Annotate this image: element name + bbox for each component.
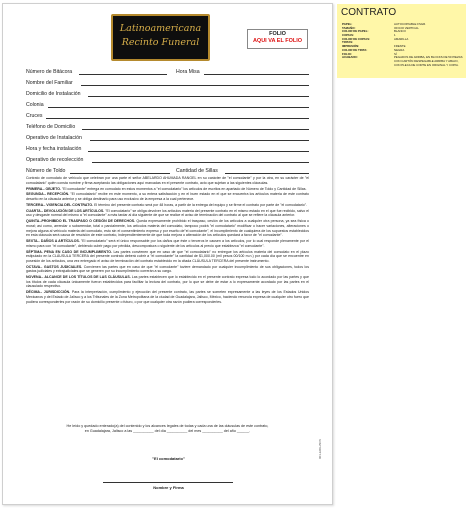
spec-value: NEGRA bbox=[394, 47, 405, 52]
field-hora-fecha-instalacion bbox=[26, 145, 309, 153]
clause-cuarta bbox=[26, 209, 309, 218]
signature-name-label: Nombre y Firma bbox=[153, 485, 184, 490]
clause-octava bbox=[26, 265, 309, 274]
field-line-2 bbox=[225, 173, 309, 174]
folio-value: AQUI VA EL FOLIO bbox=[252, 38, 303, 44]
spec-key: COPIAS: bbox=[342, 33, 355, 38]
field-label: Hora y fecha instalación bbox=[26, 146, 82, 152]
closing-statement bbox=[26, 424, 309, 434]
funeral-home-logo bbox=[111, 14, 210, 61]
spec-key: COLOR DE PAPEL: bbox=[342, 29, 369, 34]
clause-text: Las partes establecen que lo establecido en el presente contrato expresa todo lo acordado por las partes y que los títulos de cada cláusula únicamente fueron establecidos para facilitar la lectura del contrato, por lo que se debe de estar a lo expresamente acordado por las partes en el clausulado respectivo. bbox=[26, 275, 309, 289]
spec-sticky-note bbox=[337, 4, 466, 78]
clause-title: SEXTA.- DAÑOS A ARTÍCULOS. bbox=[26, 239, 80, 243]
clause-text: El término del presente contrato será por 48 horas, a partir de la entrega del equipo y se firme el contrato por parte de "el comodatario". bbox=[93, 202, 307, 207]
clause-text: Para la interpretación, cumplimiento y ejecución del presente contrato, las partes se someten expresamente a las leyes de los Estados Unidos Mexicanos y del Estado de Jalisco y a los Tribunales de la Zona Metropolitana de la ciudad de Guadalajara, Jalisco, México, haciendo renuncia expresa de cualquier otro fuero que pudiera corresponderles por razón de su domicilio presente o futuro, o por que cualquier otra razón pudiera corresponderles. bbox=[26, 290, 309, 304]
spec-value: 1 bbox=[394, 33, 396, 38]
clause-title: NOVENA.- ALCANCE DE LOS TÍTULOS DE LAS CLÁUSULAS. bbox=[26, 275, 131, 280]
clause-title: TERCERA.- VIGENCIA DEL CONTRATO. bbox=[26, 202, 94, 207]
spec-key: ACABADO: bbox=[342, 55, 358, 60]
clause-title: CUARTA.- DEVOLUCIÓN DE LOS ARTÍCULOS. bbox=[26, 208, 105, 213]
field-line bbox=[46, 118, 309, 119]
contract-intro: Contrato de comodato de vehículo que celebran por una parte el señor ABELARDO AHUMADA RANGEL en su carácter de "el comodante" y por la otra, en su carácter de "el comodatario" quién consta nombre y firma aceptando las obligaciones aquí marcadas en el presente contrato, acto que sujetan a las siguientes cláusulas. bbox=[26, 176, 309, 185]
field-label: Teléfono de Domicilio bbox=[26, 124, 76, 130]
field-nombre-familiar bbox=[26, 79, 309, 87]
field-label: Colonia bbox=[26, 102, 44, 108]
clause-text: "El comodante" entrega en comodato en estos momentos a "el comodatario" los artículos de escritos en apartado de Número de Toldo y Cantidad de Sillas. bbox=[61, 186, 307, 191]
field-numero-toldo bbox=[26, 167, 309, 175]
clause-text: "El comodatario" será el único responsable por los daños que éste o terceros le causen a los artículos, por lo cual responde plenamente por el mismo para con "el comodante", debiendo cubrir pago por pérdida, descompostura o siguiente de los artículos al precio que establezca "el comodante". bbox=[26, 239, 309, 248]
field-line bbox=[90, 140, 309, 141]
spec-value: OFICIO VERTICAL bbox=[394, 25, 419, 30]
field-label: Domicilio de Instalación bbox=[26, 91, 81, 97]
clause-title: QUINTA.-PROHIBIDO EL TRASPASO O CESIÓN DE DERECHOS. bbox=[26, 219, 136, 224]
field-telefono-domicilio bbox=[26, 123, 309, 131]
field-label: Cruces bbox=[26, 113, 43, 119]
field-operativo-instalacion bbox=[26, 134, 309, 142]
clause-segunda bbox=[26, 192, 309, 201]
clause-title: SÉPTIMA. PENA EN CASO DE INCUMPLIMIENTO. bbox=[26, 249, 112, 254]
folio-label: FOLIO bbox=[269, 31, 286, 37]
field-colonia bbox=[26, 101, 309, 109]
field-operativo-recoleccion bbox=[26, 156, 309, 164]
field-cruces bbox=[26, 112, 309, 120]
spec-row bbox=[342, 55, 464, 67]
clause-title: PRIMERA.- OBJETO. bbox=[26, 186, 62, 191]
clause-quinta bbox=[26, 219, 309, 238]
spec-key: COLOR DE COPIAS: bbox=[342, 36, 371, 41]
clause-title: OCTAVA.- GASTOS JUDICIALES. bbox=[26, 264, 83, 269]
closing-line-2: en Guadalajara, Jalisco a las __________ del día __________ del mes __________ del año ______. bbox=[84, 428, 251, 433]
closing-line-1: He leído y quedado enterado(a) del contenido y los alcances legales de todas y cada una de las cláusulas de este contrato, bbox=[66, 424, 269, 428]
field-label: Nombre del Familiar bbox=[26, 80, 73, 86]
clause-primera bbox=[26, 187, 309, 192]
clause-text: Queda expresamente prohibido el traspaso, cesión de los artículos a cualquier otra persona, ya sea física o moral; así como, arrendar o subarrendar, total o parcialmente, los artículos materia del comodato, tampoco podrá "el comodatario" modificar o hacer variaciones, alteraciones o mejora alguna al vehículo materia del comodato, esto sin el consentimiento expreso y por escrito de"el comodante", el incumplimiento de cualquiera de los supuestos establecidos en esta cláusula será causa de rescisión de este contrato, independientemente de que toda mejora o alteración de los artículos quedará a favor de "el comodante". bbox=[26, 219, 309, 238]
field-label: Número de Bitácora bbox=[26, 69, 73, 75]
spec-key: FOLIO: bbox=[342, 51, 352, 56]
clause-decima bbox=[26, 290, 309, 304]
spec-key: TINTAS: bbox=[342, 40, 354, 45]
clause-septima bbox=[26, 250, 309, 264]
field-line bbox=[82, 129, 309, 130]
clause-text: "El comodatario" recibe en este momento, a su entera satisfacción y en el buen estado en el que se encuentra los artículos materia de este contrato descrito en la cláusula anterior y se obliga destinarlo para uso exclusivo de la empresa a la cual pertenece. bbox=[26, 192, 309, 201]
spec-key: IMPRESIÓN: bbox=[342, 44, 360, 49]
contract-body bbox=[26, 176, 309, 305]
field-line bbox=[48, 107, 309, 108]
spec-key: PAPEL: bbox=[342, 22, 353, 26]
field-line bbox=[92, 162, 309, 163]
logo-line-2: Recinto Funeral bbox=[121, 37, 200, 48]
field-line bbox=[79, 74, 167, 75]
logo-line-1: Latinoamericana bbox=[119, 23, 202, 34]
clause-title: SEGUNDA.- RECEPCIÓN. bbox=[26, 192, 70, 197]
spec-value: SÍ bbox=[394, 51, 397, 56]
spec-key: COLOR DE TINTA: bbox=[342, 47, 368, 52]
field-label: Operativo de Instalación bbox=[26, 135, 82, 141]
spec-value: BLANCO bbox=[394, 29, 406, 34]
signature-title: "El comodatario" bbox=[152, 456, 185, 461]
spec-value: AMARILLA bbox=[394, 36, 409, 41]
field-label: Número de Toldo bbox=[26, 168, 66, 174]
clause-tercera bbox=[26, 203, 309, 208]
side-code: 001-ERG-BCN bbox=[318, 439, 322, 459]
clause-text: "El comodatario" se obliga devolver los artículos materia del presente contrato en el mismo estado en el que fue recibido, salvo el uso y desgaste normal del mismo a "el comodante" a más tardar al día siguiente de que se realice el aviso de terminación del contrato al que se refiere la cláusula anterior. bbox=[26, 208, 309, 218]
clause-text: Convienen las partes que en caso de que "el comodante" tuviere demandado por cualquier incumplimiento de sus obligaciones, todos los gastos judiciales y extrajudiciales que se generen por su incumplimiento correrán a su cargo. bbox=[26, 264, 309, 274]
field-line bbox=[88, 151, 309, 152]
field-line bbox=[81, 85, 309, 86]
clause-sexta bbox=[26, 239, 309, 248]
field-line bbox=[70, 173, 170, 174]
note-title: CONTRATO bbox=[341, 7, 397, 18]
field-label-2: Hora Misa bbox=[176, 69, 200, 75]
spec-value: AUTOCOPIABLE FSGR. bbox=[394, 22, 427, 26]
contract-sheet bbox=[2, 3, 333, 505]
field-numero-bitacora bbox=[26, 68, 309, 76]
note-spec-list bbox=[342, 22, 464, 67]
clause-title: DÉCIMA.- JURISDICCIÓN. bbox=[26, 290, 71, 295]
field-line-2 bbox=[204, 74, 309, 75]
field-label: Operativo de recolección bbox=[26, 157, 84, 163]
field-line bbox=[88, 96, 309, 97]
spec-value: FRENTE bbox=[394, 44, 406, 49]
signature-line bbox=[103, 482, 233, 483]
clause-novena bbox=[26, 275, 309, 289]
field-domicilio-instalacion bbox=[26, 90, 309, 98]
spec-key: TAMAÑO: bbox=[342, 25, 356, 30]
field-label-2: Cantidad de Sillas bbox=[176, 168, 218, 174]
spec-value: PEGADOS DE ARRIBA, EN BLOCKS DE 50 PIEZAS CON CARTÓN DESPEGABLE ARRIBA Y ABAJO, CON PLECA DE CORTE EN ORIGINAL Y COPIA. bbox=[394, 55, 463, 67]
clause-text: Las partes convienen que en caso de que "el comodatario" no entregue los artículos materia del comodato en el plazo estipulado en la CLÁUSULA TERCERA del presente contrato deberá cubrir a "el comodante" la cantidad de $1,000.00 (mil pesos 00/100 m.n.) por cada día que se encuentre en posesión de los artículos, una vez entregado el aviso de terminación del contrato establecido en la citada CLÁUSULA TERCERA del presente instrumento. bbox=[26, 249, 309, 263]
folio-box bbox=[247, 29, 308, 49]
